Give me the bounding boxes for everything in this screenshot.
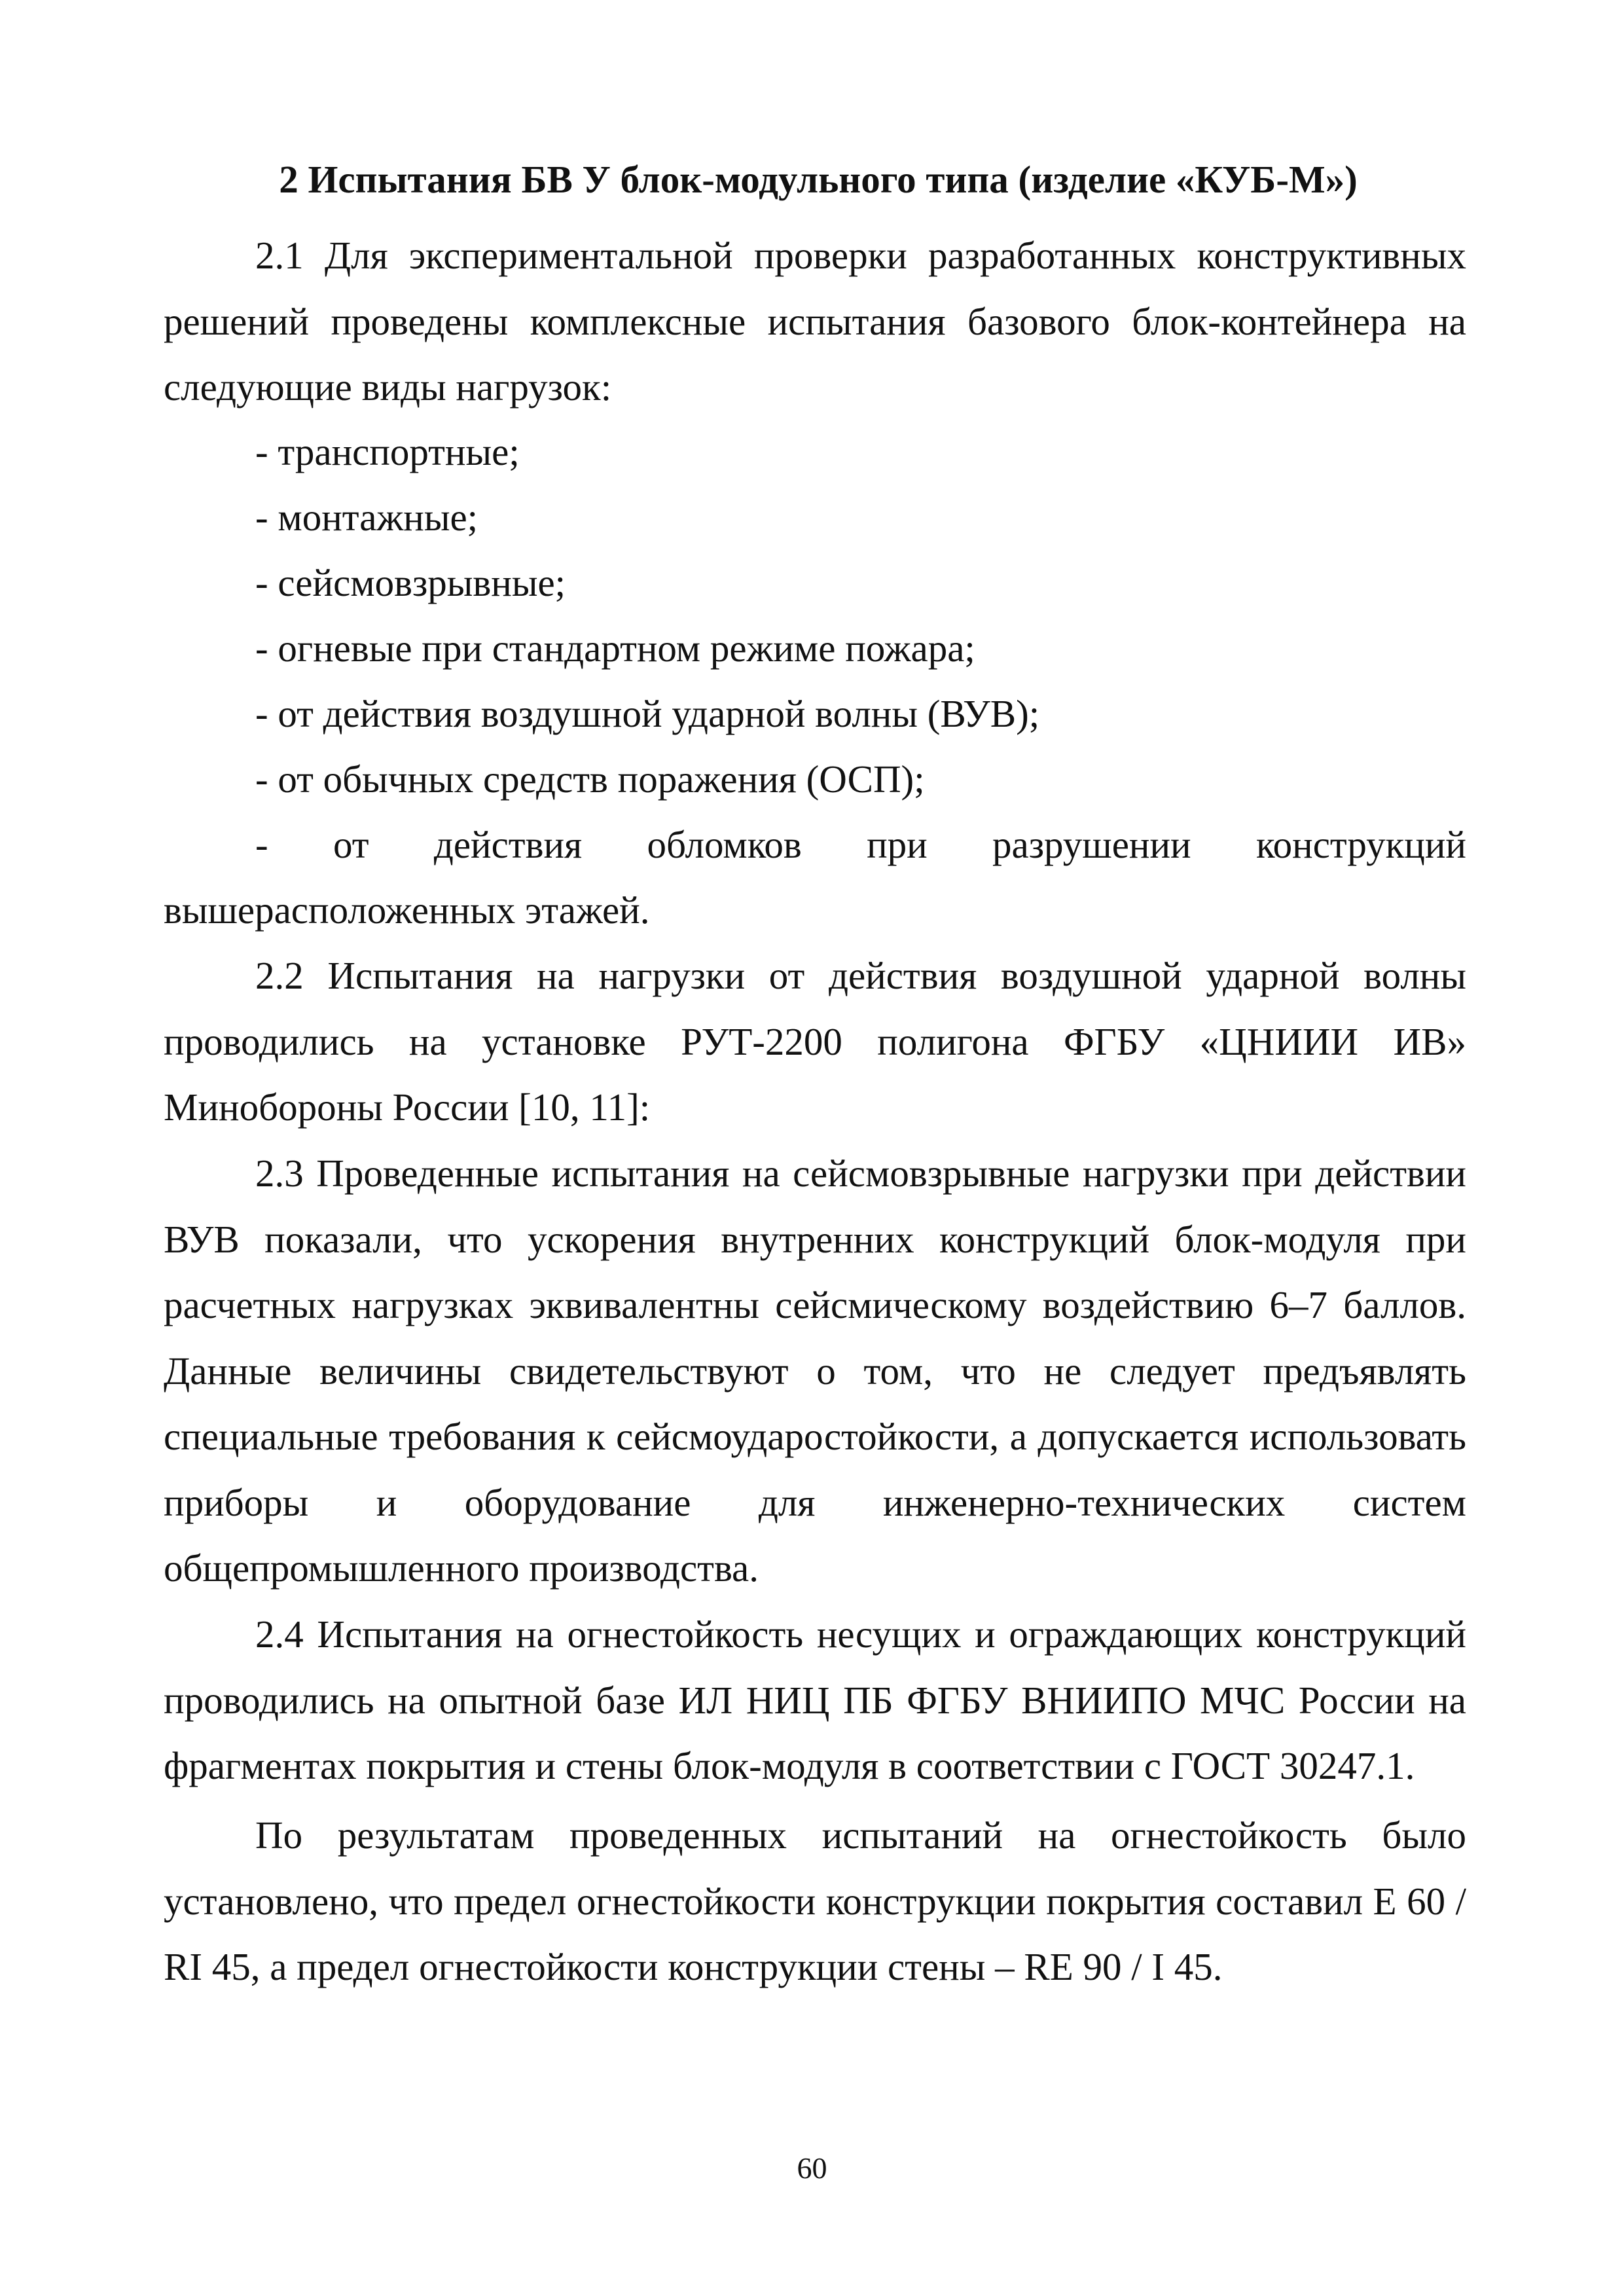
paragraph-2-4: 2.4 Испытания на огнестойкость несущих и ограждающих конструкций проводились на опытной базе ИЛ НИЦ ПБ ФГБУ ВНИИПО МЧС России на фрагментах покрытия и стены блок-модуля в соответствии с ГОСТ 30247.1. xyxy=(164,1613,1466,1787)
list-item-seismic: - сейсмовзрывные; xyxy=(255,561,566,604)
paragraph-results: По результатам проведенных испытаний на огнестойкость было установлено, что предел огнестойкости конструкции покрытия составил Е 60 / RI 45, а предел огнестойкости конструкции стены – RE 90 / I 45. xyxy=(164,1813,1466,1988)
paragraph-2-1: 2.1 Для экспериментальной проверки разработанных конструктивных решений проведены комплексные испытания базового блок-контейнера на следующие виды нагрузок: xyxy=(164,234,1466,409)
list-item-fire: - огневые при стандартном режиме пожара; xyxy=(255,627,975,670)
paragraph-2-2: 2.2 Испытания на нагрузки от действия воздушной ударной волны проводились на установке РУТ-2200 полигона ФГБУ «ЦНИИИ ИВ» Минобороны России [10, 11]: xyxy=(164,954,1466,1129)
list-item-debris-continuation: вышерасположенных этажей. xyxy=(164,888,650,932)
list-item-debris xyxy=(164,812,1466,943)
section-heading: 2 Испытания БВ У блок-модульного типа (изделие «КУБ-М») xyxy=(279,158,1358,201)
list-item-shock-wave: - от действия воздушной ударной волны (ВУВ); xyxy=(255,692,1040,735)
paragraph-2-3: 2.3 Проведенные испытания на сейсмовзрывные нагрузки при действии ВУВ показали, что ускорения внутренних конструкций блок-модуля при расчетных нагрузках эквивалентны сейсмическому воздействию 6–7 баллов. Данные величины свидетельствуют о том, что не следует предъявлять специальные требования к сейсмоударостойкости, а допускается использовать приборы и оборудование для инженерно-технических систем общепромышленного производства. xyxy=(164,1152,1466,1590)
list-item-debris-text: - от действия обломков при разрушении конструкций xyxy=(255,823,1466,866)
page-number: 60 xyxy=(797,2151,827,2185)
list-item-conventional-weapons: - от обычных средств поражения (ОСП); xyxy=(255,757,925,801)
list-item-mounting: - монтажные; xyxy=(255,496,478,539)
list-item-transport: - транспортные; xyxy=(255,430,520,473)
